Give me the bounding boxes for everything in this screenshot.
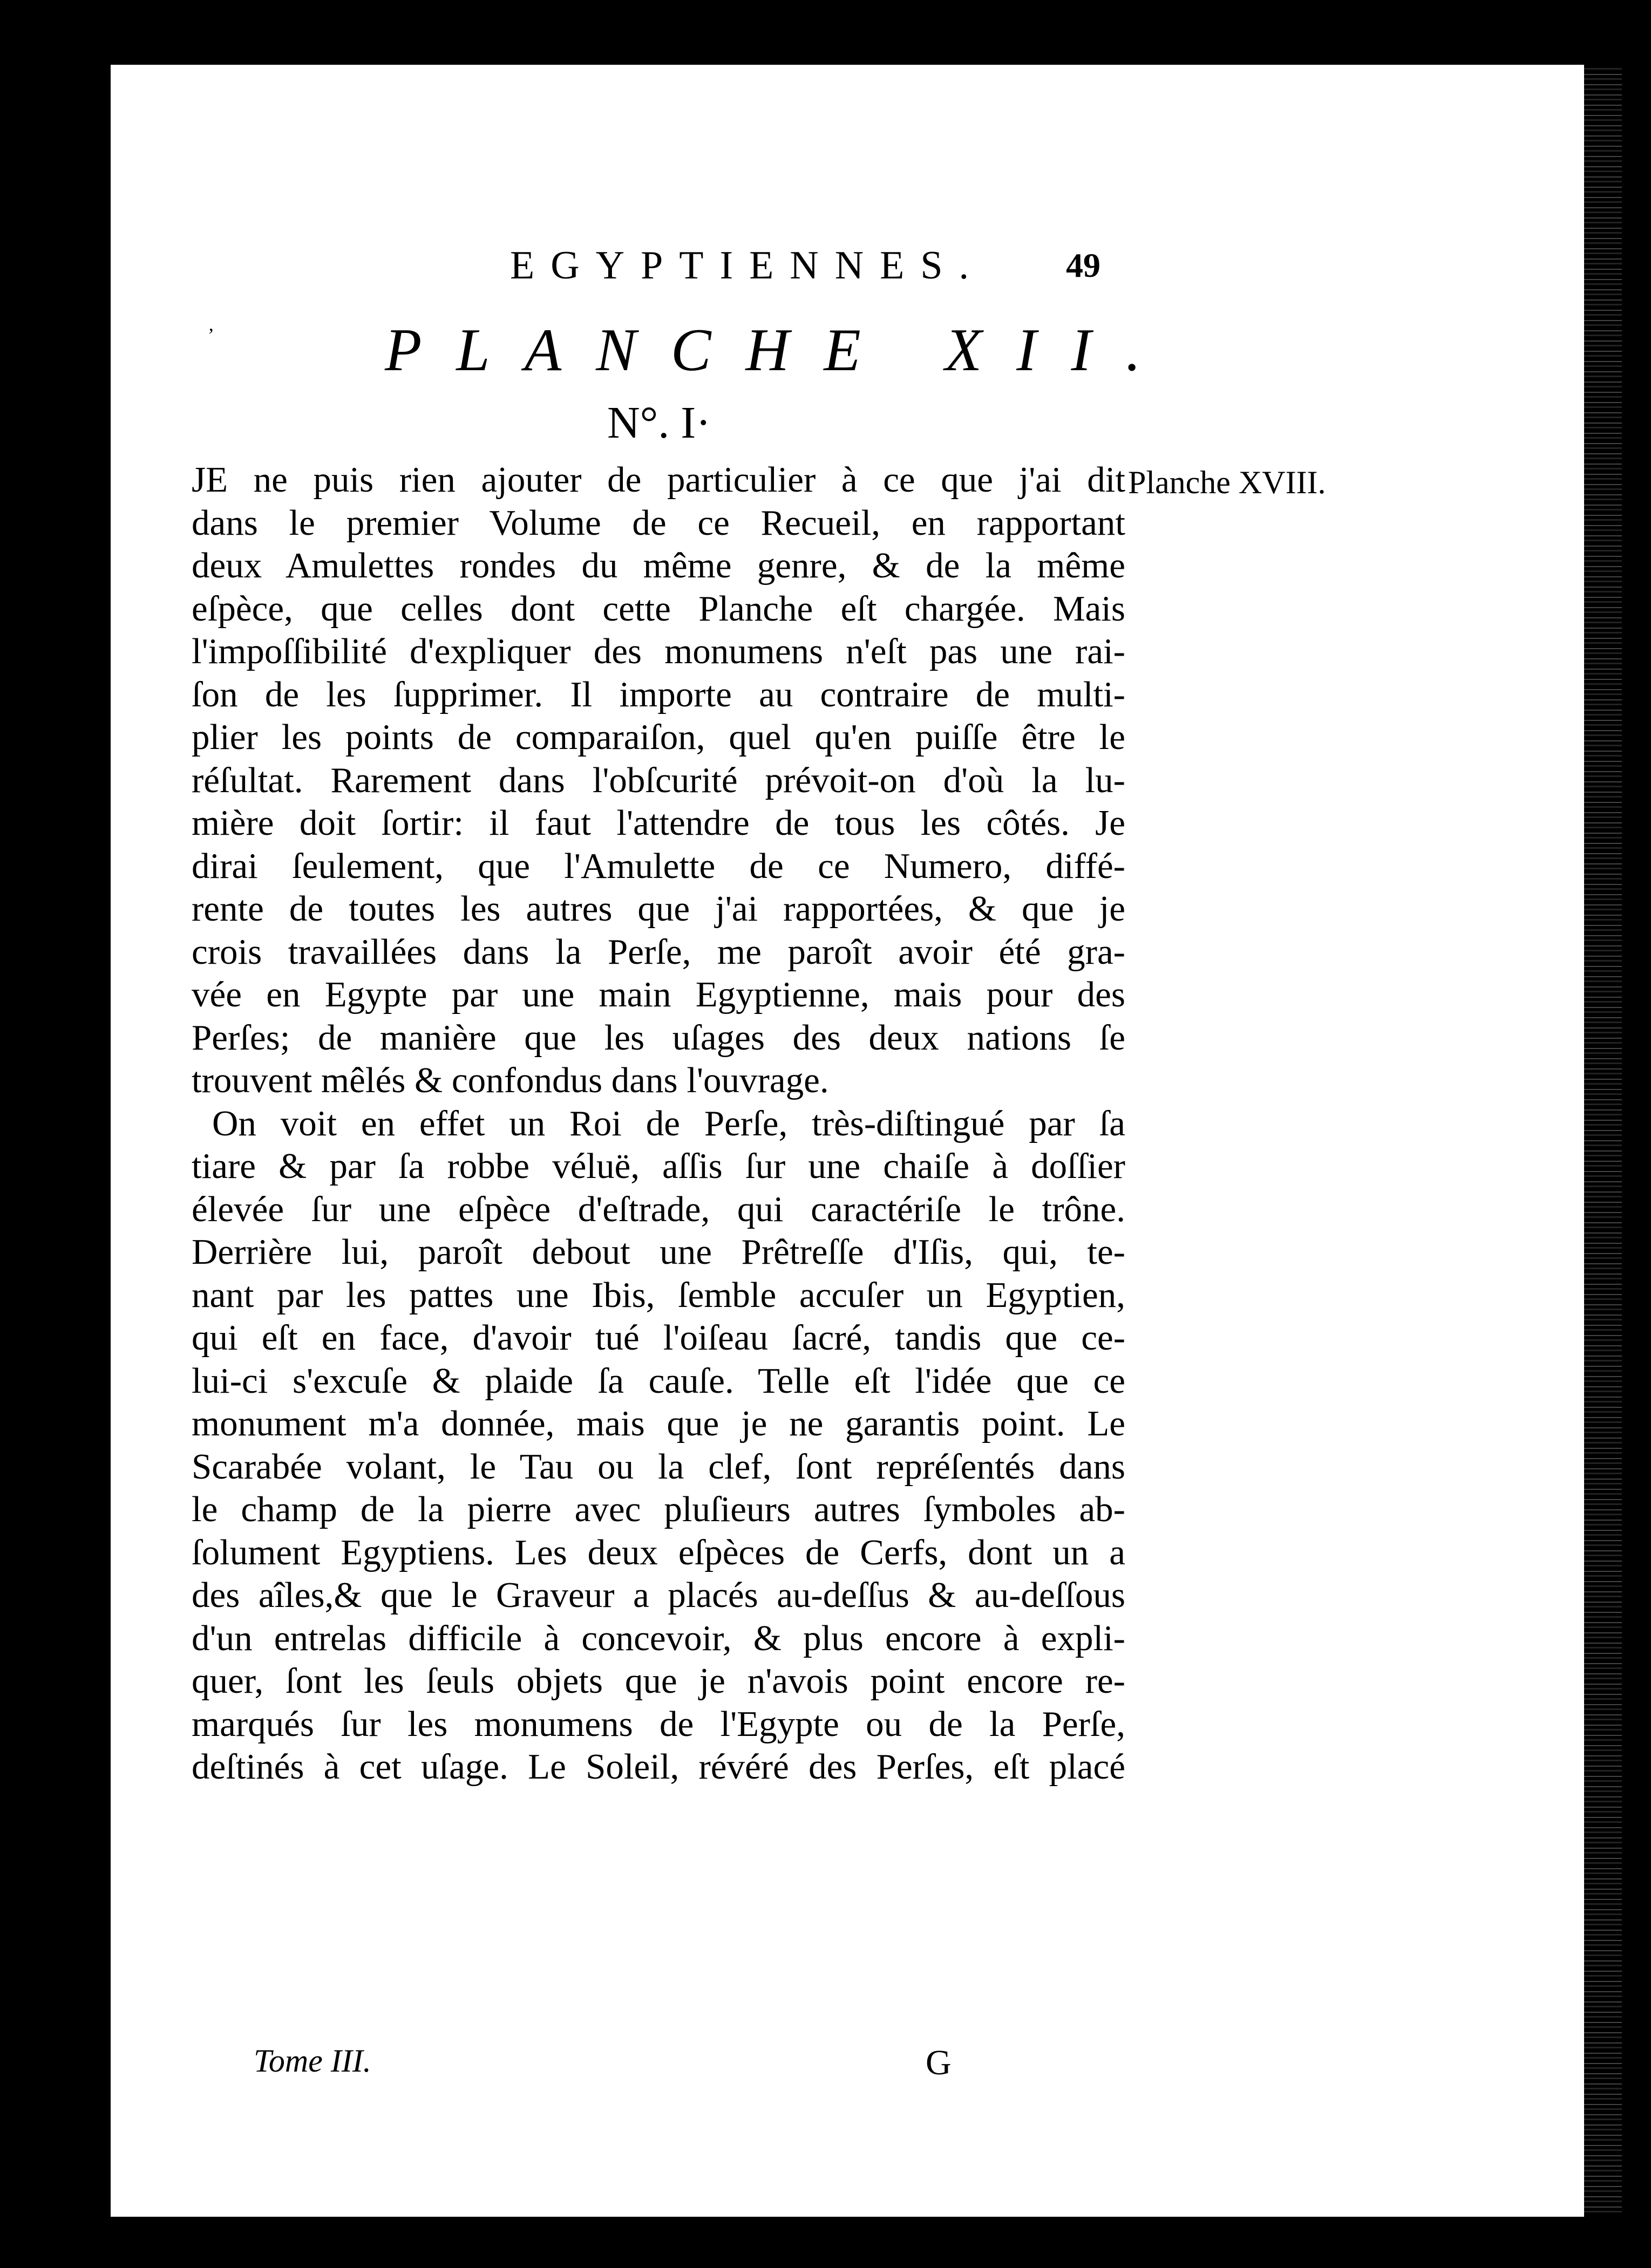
scan-bottom-border bbox=[0, 2217, 1651, 2268]
text-line: mière doit ſortir: il faut l'attendre de tous les côtés. Je bbox=[192, 803, 1125, 843]
text-line: deſtinés à cet uſage. Le Soleil, révéré des Perſes, eſt placé bbox=[192, 1747, 1125, 1787]
plate-title: PLANCHE XII. bbox=[385, 317, 1176, 384]
text-line: marqués ſur les monumens de l'Egypte ou de la Perſe, bbox=[192, 1704, 1125, 1744]
text-line: dirai ſeulement, que l'Amulette de ce Numero, diffé- bbox=[192, 846, 1125, 886]
text-line: lui-ci s'excuſe & plaide ſa cauſe. Telle eſt l'idée que ce bbox=[192, 1360, 1125, 1401]
text-line: réſultat. Rarement dans l'obſcurité prévoit-on d'où la lu- bbox=[192, 760, 1125, 800]
text-line: trouvent mêlés & confondus dans l'ouvrage. bbox=[192, 1060, 829, 1100]
text-line: rente de toutes les autres que j'ai rapportées, & que je bbox=[192, 889, 1125, 929]
running-head: EGYPTIENNES. bbox=[510, 243, 986, 288]
text-line: des aîles,& que le Graveur a placés au-deſſus & au-deſſous bbox=[192, 1575, 1125, 1615]
text-line: qui eſt en face, d'avoir tué l'oiſeau ſacré, tandis que ce- bbox=[192, 1318, 1125, 1358]
text-line: ſolument Egyptiens. Les deux eſpèces de Cerfs, dont un a bbox=[192, 1532, 1125, 1572]
page-sheet bbox=[111, 65, 1622, 2218]
text-line: monument m'a donnée, mais que je ne garantis point. Le bbox=[192, 1404, 1125, 1443]
stray-mark: ʼ bbox=[208, 324, 214, 346]
text-line: tiare & par ſa robbe véluë, aſſis ſur une chaiſe à doſſier bbox=[192, 1146, 1125, 1186]
volume-label: Tome III. bbox=[254, 2043, 371, 2079]
text-line: dans le premier Volume de ce Recueil, en rapportant bbox=[192, 502, 1125, 543]
text-line: crois travaillées dans la Perſe, me paroît avoir été gra- bbox=[192, 931, 1125, 972]
text-line: plier les points de comparaiſon, quel qu'en puiſſe être le bbox=[192, 717, 1125, 757]
text-line: Perſes; de manière que les uſages des deux nations ſe bbox=[192, 1017, 1125, 1058]
text-line: On voit en effet un Roi de Perſe, très-diſtingué par ſa bbox=[212, 1103, 1125, 1143]
text-line: le champ de la pierre avec pluſieurs autres ſymboles ab- bbox=[192, 1489, 1125, 1529]
text-line: Derrière lui, paroît debout une Prêtreſſe d'Iſis, qui, te- bbox=[192, 1232, 1125, 1272]
signature-mark: G bbox=[926, 2043, 952, 2082]
text-line: ſon de les ſupprimer. Il importe au contraire de multi- bbox=[192, 674, 1125, 714]
text-line: Scarabée volant, le Tau ou la clef, ſont repréſentés dans bbox=[192, 1446, 1125, 1487]
text-line: quer, ſont les ſeuls objets que je n'avois point encore re- bbox=[192, 1661, 1125, 1701]
plate-number-heading: N°. I· bbox=[607, 398, 711, 448]
text-line: vée en Egypte par une main Egyptienne, mais pour des bbox=[192, 975, 1125, 1014]
text-line: l'impoſſibilité d'expliquer des monumens n'eſt pas une rai- bbox=[192, 631, 1125, 671]
text-line: nant par les pattes une Ibis, ſemble accuſer un Egyptien, bbox=[192, 1275, 1125, 1315]
text-line: eſpèce, que celles dont cette Planche eſt chargée. Mais bbox=[192, 588, 1125, 629]
page-number: 49 bbox=[1066, 246, 1100, 284]
page-edge-shadow bbox=[1584, 65, 1622, 2218]
page-footer bbox=[254, 2042, 1063, 2086]
body-text bbox=[192, 459, 1125, 1789]
text-line: deux Amulettes rondes du même genre, & de la même bbox=[192, 546, 1125, 585]
margin-note: Planche XVIII. bbox=[1128, 465, 1326, 500]
text-line: élevée ſur une eſpèce d'eſtrade, qui caractériſe le trône. bbox=[192, 1189, 1125, 1229]
text-line: JE ne puis rien ajouter de particulier à ce que j'ai dit bbox=[192, 460, 1125, 500]
text-line: d'un entrelas difficile à concevoir, & plus encore à expli- bbox=[192, 1618, 1125, 1658]
